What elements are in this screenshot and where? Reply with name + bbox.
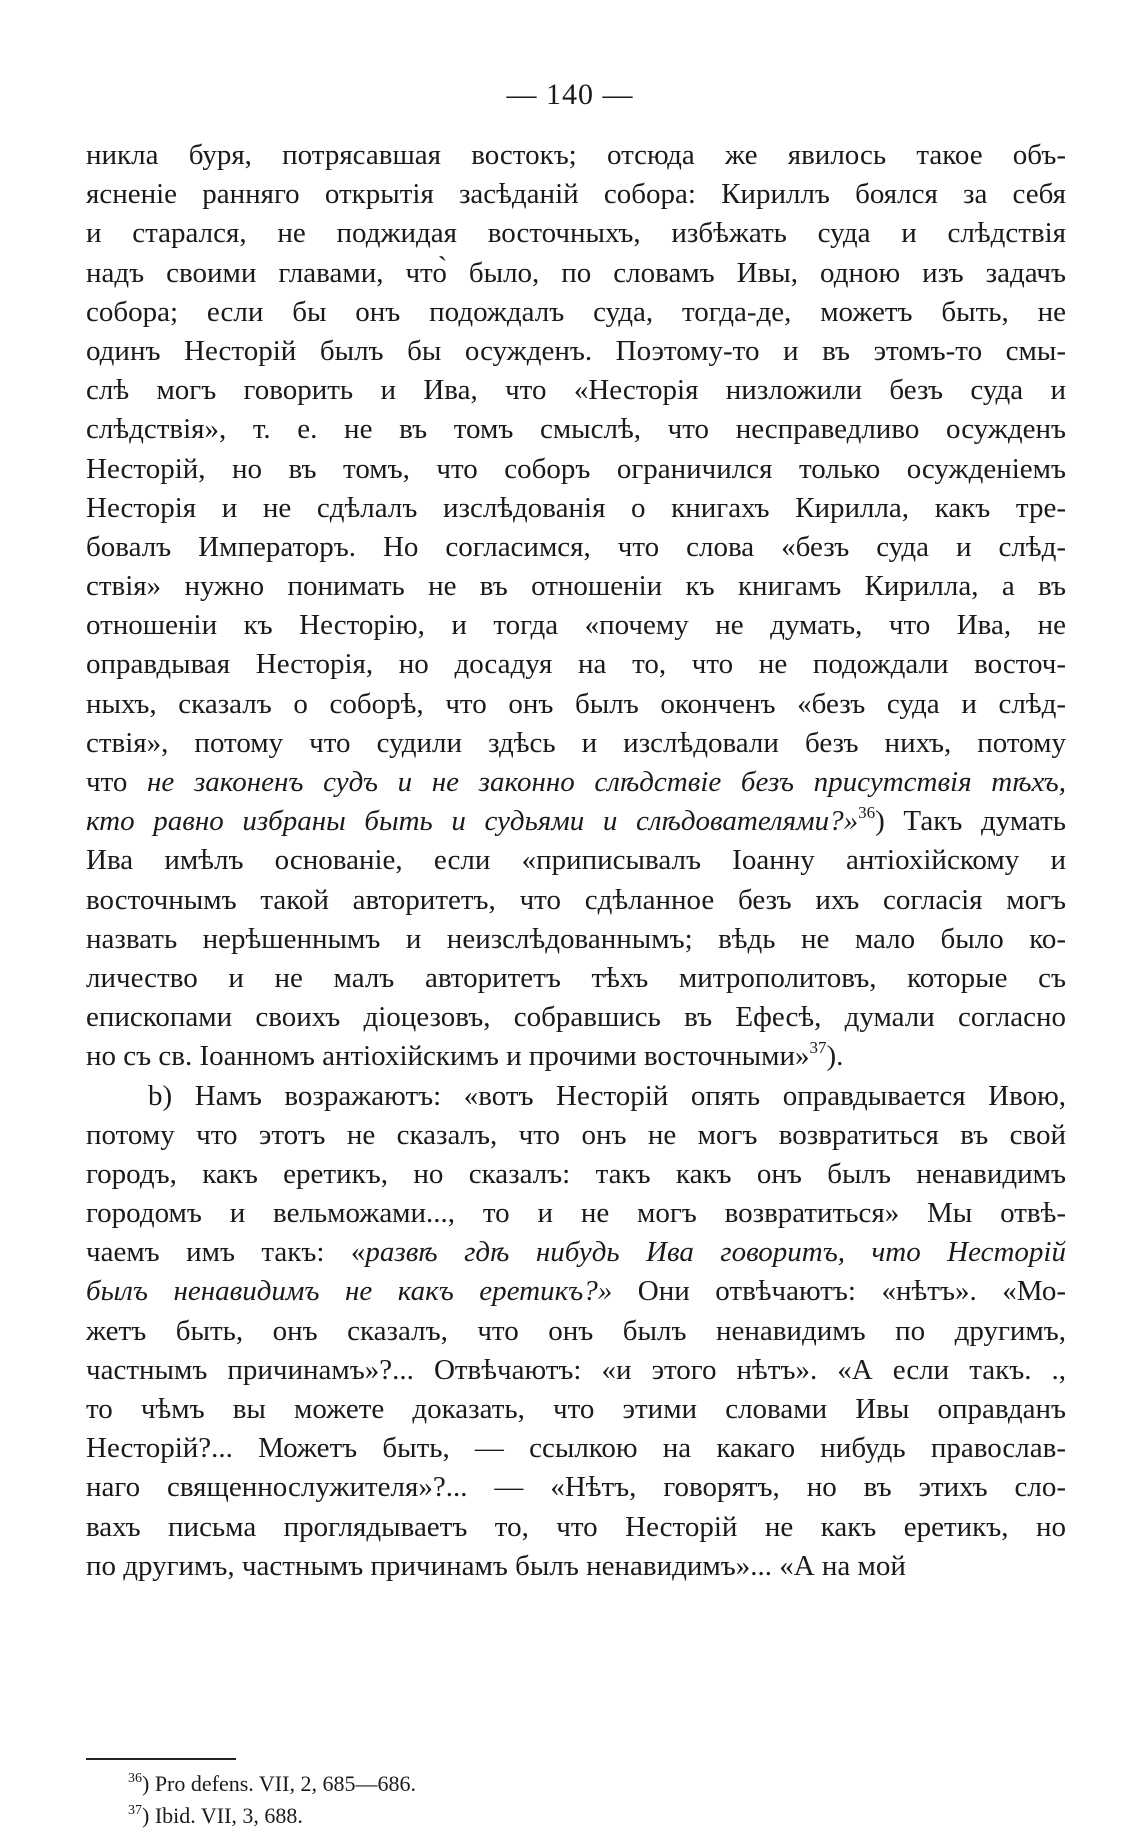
text-line: [86, 1468, 1066, 1507]
text-line: [86, 332, 1066, 371]
line-text: что: [86, 766, 148, 798]
line-text: Ива имѣлъ основаніе, если «приписывалъ Іоанну антіохійскому и: [86, 844, 1066, 877]
line-text: по другимъ, частнымъ причинамъ былъ ненавидимъ»... «А на мой: [86, 1549, 906, 1582]
text-line: [86, 998, 1066, 1037]
line-text: потому что этотъ не сказалъ, что онъ не могъ возвратиться въ свой: [86, 1118, 1066, 1151]
line-text: одинъ Несторій былъ бы осужденъ. Поэтому-то и въ этомъ-то смы-: [86, 334, 1066, 367]
line-text: слѣдствія», т. е. не въ томъ смыслѣ, что несправедливо осужденъ: [86, 413, 1066, 446]
text-line: [86, 724, 1066, 763]
italic-quote: не законенъ судъ и не законно слѣдствіе безъ присутствія тѣхъ,: [147, 766, 1066, 798]
text-line: [86, 1037, 1066, 1076]
italic-quote: развѣ гдѣ нибудь Ива говоритъ, что Несторій: [365, 1236, 1066, 1269]
text-line: [86, 214, 1066, 253]
text-line: [86, 1390, 1066, 1429]
text-line: [86, 1155, 1066, 1194]
text-line: [86, 567, 1066, 606]
line-text: личество и не малъ авторитетъ тѣхъ митрополитовъ, которые съ: [86, 961, 1066, 994]
footnote-mark: 37: [128, 1803, 142, 1818]
line-text: но съ св. Іоанномъ антіохійскимъ и прочими восточными»: [86, 1040, 810, 1073]
text-line: [86, 920, 1066, 959]
line-text: Несторій, но въ томъ, что соборъ ограничился только осужденіемъ: [86, 452, 1066, 485]
text-line: [86, 450, 1066, 489]
text-line: [86, 763, 1066, 802]
text-line: [86, 881, 1066, 920]
line-text: и старался, не поджидая восточныхъ, избѣжать суда и слѣдствія: [86, 217, 1066, 250]
text-line: [86, 1233, 1066, 1272]
footnote: [128, 1800, 416, 1832]
line-text: Несторія и не сдѣлалъ изслѣдованія о книгахъ Кирилла, какъ тре-: [86, 491, 1066, 524]
text-line: [86, 371, 1066, 410]
line-text: b) Намъ возражаютъ: «вотъ Несторій опять оправдывается Ивою,: [148, 1079, 1066, 1112]
footnotes: [128, 1768, 416, 1832]
text-line: [86, 841, 1066, 880]
text-line: [86, 293, 1066, 332]
line-text: ) Такъ думать: [875, 805, 1066, 838]
footnote-mark: 36: [128, 1771, 142, 1786]
line-text: собора; если бы онъ подождалъ суда, тогда-де, можетъ быть, не: [86, 295, 1066, 328]
line-text: Несторій?... Можетъ быть, — ссылкою на какаго нибудь православ-: [86, 1432, 1066, 1465]
line-text: оправдывая Несторія, но досадуя на то, что не подождали восточ-: [86, 648, 1066, 681]
italic-quote: кто равно избраны быть и судьями и слѣдователями?»: [86, 805, 859, 838]
line-text: городомъ и вельможами..., то и не могъ возвратиться» Мы отвѣ-: [86, 1197, 1066, 1230]
line-text: Они отвѣчаютъ: «нѣтъ». «Мо-: [612, 1275, 1066, 1308]
text-line: [86, 136, 1066, 175]
line-text: назвать нерѣшеннымъ и неизслѣдованнымъ; вѣдь не мало было ко-: [86, 922, 1066, 955]
text-line: [86, 489, 1066, 528]
text-line: [86, 645, 1066, 684]
line-text: частнымъ причинамъ»?... Отвѣчаютъ: «и этого нѣтъ». «А если такъ. .,: [86, 1353, 1066, 1386]
line-text: ныхъ, сказалъ о соборѣ, что онъ былъ оконченъ «безъ суда и слѣд-: [86, 687, 1066, 720]
line-text: жетъ быть, онъ сказалъ, что онъ былъ ненавидимъ по другимъ,: [86, 1314, 1066, 1347]
line-text: наго священнослужителя»?... — «Нѣтъ, говорятъ, но въ этихъ сло-: [86, 1471, 1066, 1504]
footnote-text: ) Pro defens. VII, 2, 685—686.: [142, 1771, 416, 1796]
text-line: [86, 1077, 1066, 1116]
line-text: никла буря, потрясавшая востокъ; отсюда же явилось такое объ-: [86, 139, 1066, 171]
text-line: [86, 1351, 1066, 1390]
text-line: [86, 1508, 1066, 1547]
text-line: [86, 1547, 1066, 1586]
line-text: ствія», потому что судили здѣсь и изслѣдовали безъ нихъ, потому: [86, 726, 1066, 759]
line-text: надъ своими главами, что̀ было, по словамъ Ивы, одною изъ задачъ: [86, 256, 1066, 289]
line-text: ствія» нужно понимать не въ отношеніи къ книгамъ Кирилла, а въ: [86, 570, 1066, 603]
text-line: [86, 959, 1066, 998]
line-text: ).: [826, 1040, 844, 1073]
footnote-ref: 36: [858, 803, 876, 823]
text-line: [86, 1429, 1066, 1468]
line-text: ясненіе ранняго открытія засѣданій собора: Кириллъ боялся за себя: [86, 178, 1066, 211]
text-line: [86, 1312, 1066, 1351]
text-line: [86, 1116, 1066, 1155]
footnote-rule: [86, 1758, 236, 1760]
italic-quote: былъ ненавидимъ не какъ еретикъ?»: [86, 1275, 613, 1308]
text-line: [86, 685, 1066, 724]
footnote-ref: 37: [809, 1038, 827, 1058]
text-line: [86, 606, 1066, 645]
line-text: вахъ письма проглядываетъ то, что Несторій не какъ еретикъ, но: [86, 1510, 1066, 1543]
text-line: [86, 410, 1066, 449]
text-line: [86, 254, 1066, 293]
footnote-text: ) Ibid. VII, 3, 688.: [142, 1803, 303, 1828]
text-line: [86, 802, 1066, 841]
line-text: восточнымъ такой авторитетъ, что сдѣланное безъ ихъ согласія могъ: [86, 883, 1066, 916]
text-line: [86, 528, 1066, 567]
line-text: епископами своихъ діоцезовъ, собравшись въ Ефесѣ, думали согласно: [86, 1001, 1066, 1034]
line-text: бовалъ Императоръ. Но согласимся, что слова «безъ суда и слѣд-: [86, 530, 1066, 563]
line-text: чаемъ имъ такъ: «: [86, 1236, 366, 1269]
footnote: [128, 1768, 416, 1800]
body-text: [86, 136, 1066, 1586]
line-text: городъ, какъ еретикъ, но сказалъ: такъ какъ онъ былъ ненавидимъ: [86, 1157, 1066, 1190]
text-line: [86, 175, 1066, 214]
line-text: то чѣмъ вы можете доказать, что этими словами Ивы оправданъ: [86, 1393, 1066, 1425]
line-text: слѣ могъ говорить и Ива, что «Несторія низложили безъ суда и: [86, 374, 1066, 407]
page-number: — 140 —: [506, 78, 634, 111]
text-line: [86, 1272, 1066, 1311]
text-line: [86, 1194, 1066, 1233]
line-text: отношеніи къ Несторію, и тогда «почему не думать, что Ива, не: [86, 609, 1066, 642]
